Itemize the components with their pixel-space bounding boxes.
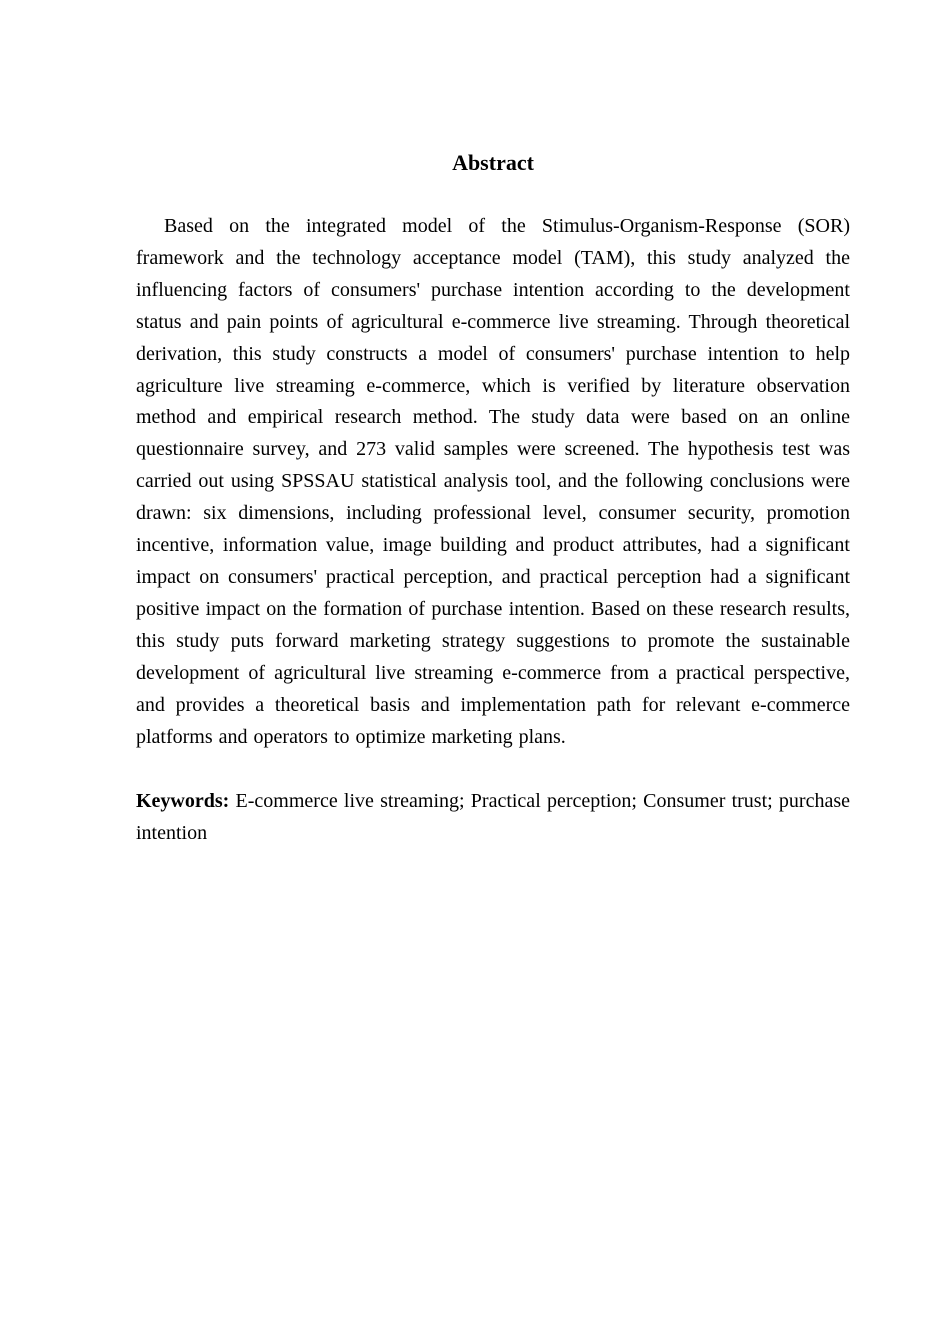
- abstract-body: Based on the integrated model of the Stimulus-Organism-Response (SOR) framework and the technology acceptance model (TAM), this study analyzed the influencing factors of consumers' purchase intention according to the development status and pain points of agricultural e-commerce live streaming. Through theoretical derivation, this study constructs a model of consumers' purchase intention to help agriculture live streaming e-commerce, which is verified by literature observation method and empirical research method. The study data were based on an online questionnaire survey, and 273 valid samples were screened. The hypothesis test was carried out using SPSSAU statistical analysis tool, and the following conclusions were drawn: six dimensions, including professional level, consumer security, promotion incentive, information value, image building and product attributes, had a significant impact on consumers' practical perception, and practical perception had a significant positive impact on the formation of purchase intention. Based on these research results, this study puts forward marketing strategy suggestions to promote the sustainable development of agricultural live streaming e-commerce from a practical perspective, and provides a theoretical basis and implementation path for relevant e-commerce platforms and operators to optimize marketing plans.: [136, 215, 850, 748]
- keywords-paragraph: [136, 786, 850, 850]
- keywords-label: Keywords:: [136, 790, 230, 813]
- keywords-text: E-commerce live streaming; Practical perception; Consumer trust; purchase intention: [136, 790, 850, 845]
- abstract-section: [136, 145, 850, 850]
- abstract-title: Abstract: [452, 150, 534, 175]
